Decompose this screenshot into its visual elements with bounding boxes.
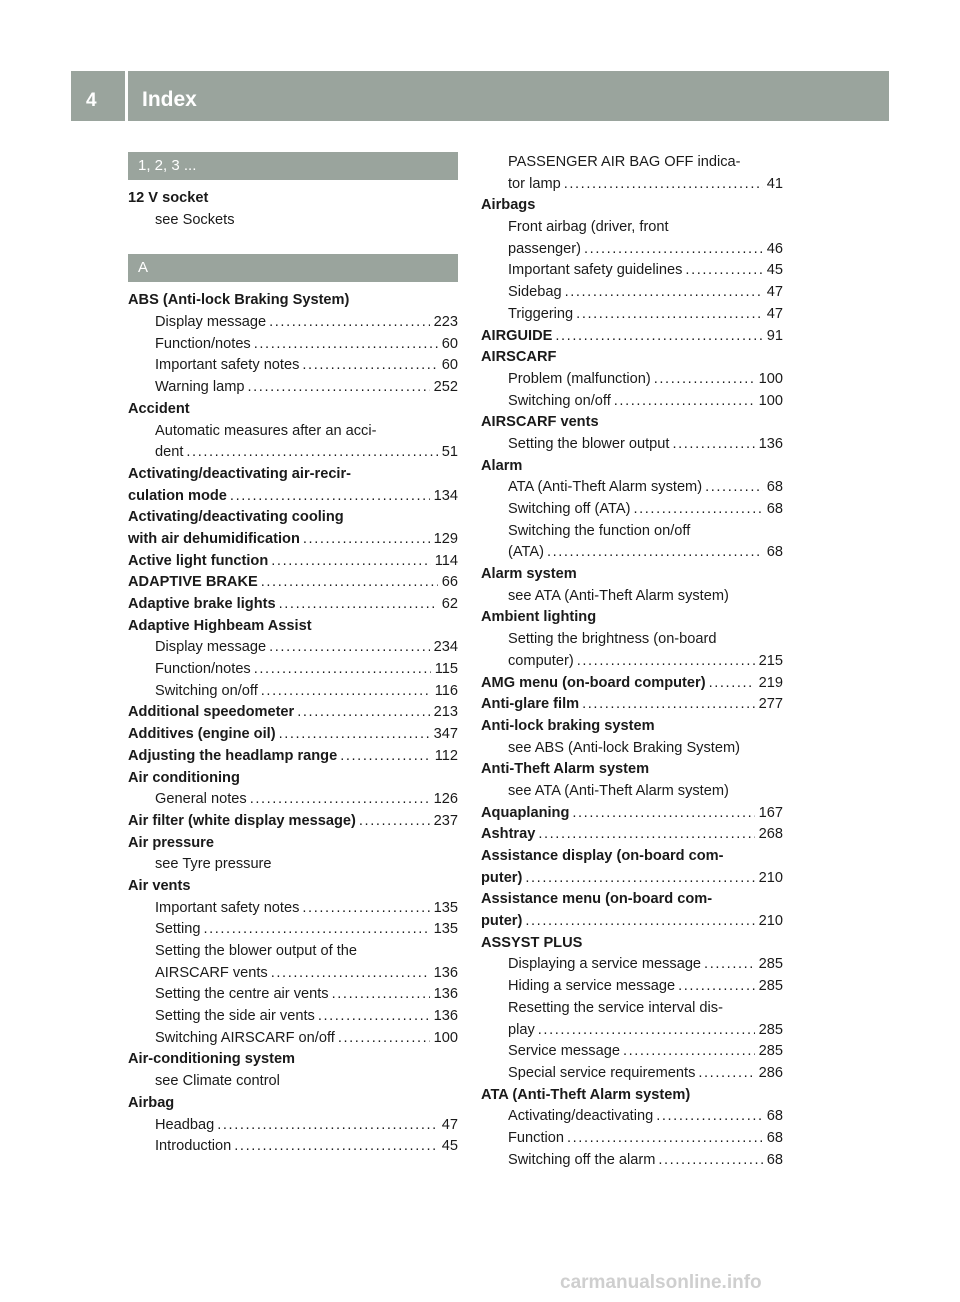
index-subentry: [481, 521, 783, 543]
page-ref: 136: [433, 964, 458, 981]
entry-text: see Tyre pressure: [155, 856, 272, 873]
index-subentry: [481, 629, 783, 651]
index-entry: [481, 933, 783, 955]
page-ref: 210: [758, 913, 783, 930]
entry-text: Special service requirements: [508, 1064, 696, 1081]
leader-dots: [200, 919, 429, 941]
leader-dots: [299, 898, 429, 920]
entry-text: with air dehumidification: [128, 530, 300, 547]
index-entry: [128, 702, 458, 724]
entry-text: Important safety notes: [155, 357, 300, 374]
index-entry: [481, 412, 783, 434]
index-entry: [481, 868, 783, 890]
index-entry: [128, 876, 458, 898]
entry-text: Switching AIRSCARF on/off: [155, 1029, 335, 1046]
entry-text: Setting the brightness (on-board: [508, 631, 717, 648]
entry-text: Function: [508, 1129, 564, 1146]
entry-text: Additional speedometer: [128, 704, 295, 721]
entry-text: puter): [481, 913, 523, 930]
page-ref: 66: [441, 574, 458, 591]
index-subentry: [481, 976, 783, 998]
entry-text: Important safety guidelines: [508, 262, 683, 279]
leader-dots: [268, 551, 430, 573]
entry-text: Assistance menu (on-board com-: [481, 891, 713, 908]
entry-text: Anti-lock braking system: [481, 717, 655, 734]
leader-dots: [294, 702, 429, 724]
leader-dots: [268, 963, 430, 985]
index-entry: [128, 188, 458, 210]
index-entry: [481, 607, 783, 629]
page-ref: 219: [758, 674, 783, 691]
index-subentry: [481, 304, 783, 326]
index-entry: [128, 811, 458, 833]
index-subentry: [128, 637, 458, 659]
page-ref: 51: [441, 444, 458, 461]
leader-dots: [701, 954, 755, 976]
leader-dots: [337, 746, 431, 768]
index-subentry: [128, 1006, 458, 1028]
leader-dots: [266, 312, 430, 334]
page-ref: 45: [766, 262, 783, 279]
watermark: carmanualsonline.info: [560, 1272, 762, 1293]
entry-text: AIRGUIDE: [481, 327, 553, 344]
entry-text: Display message: [155, 639, 267, 656]
entry-text: Accident: [128, 400, 190, 417]
page-ref: 115: [434, 661, 458, 678]
entry-text: Setting the blower output: [508, 435, 670, 452]
entry-text: Sidebag: [508, 284, 562, 301]
index-entry: [128, 724, 458, 746]
leader-dots: [299, 355, 437, 377]
page-ref: 46: [766, 240, 783, 257]
leader-dots: [675, 976, 755, 998]
entry-text: play: [508, 1021, 535, 1038]
entry-text: Assistance display (on-board com-: [481, 848, 724, 864]
page-ref: 135: [433, 899, 458, 916]
leader-dots: [579, 694, 755, 716]
leader-dots: [562, 282, 763, 304]
leader-dots: [574, 651, 755, 673]
leader-dots: [651, 369, 755, 391]
leader-dots: [669, 434, 754, 456]
index-column-right: [481, 152, 783, 1171]
leader-dots: [251, 334, 438, 356]
entry-text: Setting the side air vents: [155, 1008, 315, 1025]
entry-text: computer): [508, 652, 574, 669]
leader-dots: [581, 239, 763, 261]
page-ref: 286: [758, 1064, 783, 1081]
leader-dots: [227, 486, 430, 508]
index-subentry: [128, 377, 458, 399]
index-subentry: [481, 1128, 783, 1150]
index-subentry: [481, 1063, 783, 1085]
entry-text: Setting the blower output of the: [155, 943, 358, 959]
leader-dots: [535, 824, 754, 846]
entry-text: puter): [481, 869, 523, 886]
entry-text: AIRSCARF vents: [155, 964, 268, 981]
leader-dots: [266, 637, 430, 659]
index-entry: [481, 824, 783, 846]
index-entry: [128, 1093, 458, 1115]
index-entry: [128, 833, 458, 855]
index-subentry: [481, 260, 783, 282]
page-ref: 285: [758, 1043, 783, 1060]
leader-dots: [245, 377, 430, 399]
entry-text: Air pressure: [128, 834, 214, 851]
entry-text: Display message: [155, 314, 267, 331]
index-subentry: [481, 1150, 783, 1172]
entry-text: Ashtray: [481, 826, 536, 843]
index-entry: [481, 716, 783, 738]
index-column-left: [128, 152, 458, 1158]
index-entry: [128, 551, 458, 573]
index-entry: [481, 195, 783, 217]
index-subentry: [481, 282, 783, 304]
entry-text: Setting: [155, 921, 201, 938]
entry-text: Air-conditioning system: [128, 1051, 296, 1068]
index-subentry: [481, 499, 783, 521]
entry-text: AIRSCARF: [481, 349, 557, 366]
index-subentry: [481, 998, 783, 1020]
page-ref: 60: [441, 335, 458, 352]
page-ref: 136: [433, 1008, 458, 1025]
entry-text: Switching off (ATA): [508, 501, 631, 517]
index-subentry: [481, 954, 783, 976]
page-ref: 135: [433, 921, 458, 938]
page-ref: 114: [434, 552, 458, 569]
index-entry: [481, 673, 783, 695]
leader-dots: [276, 724, 430, 746]
entry-text: Air conditioning: [128, 769, 240, 786]
page-ref: 167: [758, 804, 783, 821]
page-ref: 41: [766, 175, 783, 192]
index-entry: [481, 889, 783, 911]
page-ref: 100: [758, 392, 783, 409]
leader-dots: [276, 594, 438, 616]
index-subentry: [128, 854, 458, 876]
leader-dots: [569, 803, 754, 825]
index-subentry: [481, 391, 783, 413]
page-ref: 134: [433, 487, 458, 504]
entry-text: Switching on/off: [155, 682, 258, 699]
entry-text: Airbags: [481, 197, 536, 214]
entry-text: Additives (engine oil): [128, 726, 276, 743]
leader-dots: [183, 442, 437, 464]
index-entry: [481, 347, 783, 369]
entry-text: Triggering: [508, 305, 574, 322]
index-entry: [128, 594, 458, 616]
entry-text: Adaptive brake lights: [128, 596, 276, 612]
entry-text: Alarm system: [481, 566, 577, 583]
page-ref: 213: [433, 704, 458, 721]
entry-text: Resetting the service interval dis-: [508, 999, 723, 1016]
index-entry: [128, 464, 458, 486]
leader-dots: [535, 1020, 755, 1042]
leader-dots: [258, 681, 431, 703]
index-entry: [481, 1085, 783, 1107]
leader-dots: [706, 673, 755, 695]
page-ref: 60: [441, 357, 458, 374]
entry-text: Active light function: [128, 552, 269, 569]
leader-dots: [247, 789, 430, 811]
page-ref: 91: [766, 327, 783, 344]
page-ref: 68: [766, 544, 783, 561]
index-subentry: [128, 1115, 458, 1137]
entry-text: Automatic measures after an acci-: [155, 422, 377, 439]
index-subentry: [128, 898, 458, 920]
entry-text: Activating/deactivating: [508, 1108, 654, 1125]
page-ref: 136: [433, 986, 458, 1003]
entry-text: Switching on/off: [508, 392, 611, 409]
page-ref: 129: [433, 530, 458, 547]
page-ref: 62: [441, 596, 458, 612]
page-ref: 252: [433, 379, 458, 396]
index-subentry: [128, 941, 458, 963]
entry-text: Air vents: [128, 877, 191, 894]
page-ref: 100: [758, 370, 783, 387]
entry-text: Introduction: [155, 1138, 232, 1155]
page-ref: 285: [758, 1021, 783, 1038]
index-entry: [128, 290, 458, 312]
index-subentry: [128, 1071, 458, 1093]
entry-text: Front airbag (driver, front: [508, 219, 669, 236]
entry-text: Switching the function on/off: [508, 522, 691, 539]
index-subentry: [481, 369, 783, 391]
leader-dots: [655, 1150, 762, 1172]
leader-dots: [544, 542, 763, 564]
leader-dots: [231, 1136, 438, 1158]
entry-text: Anti-glare film: [481, 696, 580, 713]
index-subentry: [481, 1020, 783, 1042]
page-ref: 100: [433, 1029, 458, 1046]
page-ref: 277: [758, 696, 783, 713]
index-entry: [128, 507, 458, 529]
entry-text: Airbag: [128, 1094, 175, 1111]
leader-dots: [573, 304, 763, 326]
entry-text: Setting the centre air vents: [155, 986, 329, 1003]
index-subentry: [481, 174, 783, 196]
index-entry: [128, 1049, 458, 1071]
entry-text: Aquaplaning: [481, 804, 570, 821]
page-ref: 237: [433, 812, 458, 829]
index-entry: [481, 846, 783, 868]
entry-text: General notes: [155, 791, 247, 808]
page-ref: 223: [433, 314, 458, 331]
index-subentry: [128, 789, 458, 811]
index-entry: [128, 616, 458, 638]
index-subentry: [481, 1041, 783, 1063]
entry-text: ATA (Anti-Theft Alarm system): [508, 479, 703, 496]
leader-dots: [620, 1041, 755, 1063]
index-subentry: [128, 442, 458, 464]
page-ref: 126: [433, 791, 458, 808]
page-ref: 210: [758, 869, 783, 886]
page-ref: 112: [434, 747, 458, 764]
leader-dots: [611, 391, 755, 413]
index-entry: [128, 529, 458, 551]
index-subentry: [481, 738, 783, 760]
index-entry: [128, 768, 458, 790]
entry-text: tor lamp: [508, 175, 561, 192]
leader-dots: [214, 1115, 438, 1137]
index-subentry: [481, 586, 783, 608]
entry-text: Adaptive Highbeam Assist: [128, 617, 312, 634]
index-subentry: [481, 217, 783, 239]
leader-dots: [356, 811, 430, 833]
entry-text: AIRSCARF vents: [481, 414, 599, 431]
index-subentry: [128, 334, 458, 356]
entry-text: passenger): [508, 240, 582, 257]
leader-dots: [695, 1063, 754, 1085]
entry-text: Air filter (white display message): [128, 812, 356, 829]
section-letter-header: 1, 2, 3 ...: [128, 152, 458, 180]
entry-text: Displaying a service message: [508, 956, 702, 973]
entry-text: Activating/deactivating air-recir-: [128, 465, 352, 482]
leader-dots: [335, 1028, 430, 1050]
page-ref: 45: [441, 1138, 458, 1155]
leader-dots: [682, 260, 762, 282]
index-subentry: [481, 781, 783, 803]
index-entry: [481, 456, 783, 478]
page-ref: 47: [766, 284, 783, 301]
index-subentry: [128, 210, 458, 232]
page-ref: 136: [758, 435, 783, 452]
entry-text: Adjusting the headlamp range: [128, 747, 338, 764]
index-entry: [128, 746, 458, 768]
page-title: Index: [142, 88, 197, 111]
page-ref: 347: [433, 726, 458, 743]
index-subentry: [128, 919, 458, 941]
entry-text: Ambient lighting: [481, 609, 597, 626]
page-number: 4: [86, 90, 97, 111]
page-ref: 47: [766, 305, 783, 322]
index-subentry: [128, 681, 458, 703]
page-ref: 68: [766, 501, 783, 517]
entry-text: PASSENGER AIR BAG OFF indica-: [508, 154, 741, 170]
leader-dots: [300, 529, 430, 551]
index-subentry: [481, 477, 783, 499]
index-entry: [481, 911, 783, 933]
index-subentry: [128, 1028, 458, 1050]
leader-dots: [522, 911, 754, 933]
leader-dots: [258, 572, 438, 594]
section-letter-header: A: [128, 254, 458, 282]
entry-text: 12 V socket: [128, 190, 209, 206]
entry-text: Warning lamp: [155, 379, 245, 396]
entry-text: Function/notes: [155, 335, 251, 352]
page-ref: 285: [758, 978, 783, 995]
entry-text: ADAPTIVE BRAKE: [128, 574, 258, 591]
leader-dots: [653, 1106, 763, 1128]
entry-text: see ATA (Anti-Theft Alarm system): [508, 587, 729, 604]
entry-text: Service message: [508, 1043, 620, 1060]
page-ref: 68: [766, 1108, 783, 1125]
index-subentry: [481, 1106, 783, 1128]
index-subentry: [128, 421, 458, 443]
page-ref: 268: [758, 826, 783, 843]
index-subentry: [128, 1136, 458, 1158]
index-subentry: [128, 312, 458, 334]
leader-dots: [702, 477, 763, 499]
page-ref: 68: [766, 479, 783, 496]
index-subentry: [128, 963, 458, 985]
entry-text: ATA (Anti-Theft Alarm system): [481, 1086, 691, 1103]
index-entry: [481, 694, 783, 716]
index-subentry: [481, 542, 783, 564]
entry-text: Activating/deactivating cooling: [128, 509, 344, 526]
index-subentry: [481, 434, 783, 456]
entry-text: Important safety notes: [155, 899, 300, 916]
header-divider: [125, 71, 128, 121]
entry-text: see Sockets: [155, 211, 235, 228]
entry-text: see ABS (Anti-lock Braking System): [508, 739, 740, 756]
page-ref: 47: [441, 1116, 458, 1133]
entry-text: dent: [155, 444, 184, 461]
entry-text: Problem (malfunction): [508, 370, 651, 387]
index-entry: [481, 564, 783, 586]
page-ref: 234: [433, 639, 458, 656]
leader-dots: [329, 984, 430, 1006]
entry-text: AMG menu (on-board computer): [481, 674, 706, 691]
index-subentry: [481, 152, 783, 174]
index-subentry: [128, 984, 458, 1006]
index-entry: [128, 572, 458, 594]
entry-text: Alarm: [481, 457, 523, 474]
entry-text: Hiding a service message: [508, 978, 676, 995]
entry-text: see Climate control: [155, 1073, 280, 1090]
page-ref: 116: [434, 682, 458, 699]
leader-dots: [522, 868, 754, 890]
leader-dots: [251, 659, 431, 681]
index-subentry: [481, 651, 783, 673]
entry-text: Headbag: [155, 1116, 215, 1133]
leader-dots: [564, 1128, 763, 1150]
leader-dots: [561, 174, 763, 196]
index-entry: [128, 399, 458, 421]
index-entry: [128, 486, 458, 508]
page-ref: 285: [758, 956, 783, 973]
index-subentry: [481, 239, 783, 261]
entry-text: ABS (Anti-lock Braking System): [128, 292, 350, 309]
leader-dots: [552, 326, 762, 348]
entry-text: Anti-Theft Alarm system: [481, 761, 650, 778]
page-ref: 68: [766, 1129, 783, 1146]
leader-dots: [315, 1006, 430, 1028]
page-ref: 68: [766, 1151, 783, 1168]
index-entry: [481, 326, 783, 348]
page-ref: 215: [758, 652, 783, 669]
entry-text: ASSYST PLUS: [481, 934, 583, 951]
entry-text: see ATA (Anti-Theft Alarm system): [508, 782, 729, 799]
entry-text: (ATA): [508, 544, 544, 561]
index-subentry: [128, 355, 458, 377]
entry-text: culation mode: [128, 487, 227, 504]
index-entry: [481, 803, 783, 825]
leader-dots: [630, 499, 762, 521]
index-entry: [481, 759, 783, 781]
entry-text: Switching off the alarm: [508, 1151, 656, 1168]
index-subentry: [128, 659, 458, 681]
entry-text: Function/notes: [155, 661, 251, 678]
